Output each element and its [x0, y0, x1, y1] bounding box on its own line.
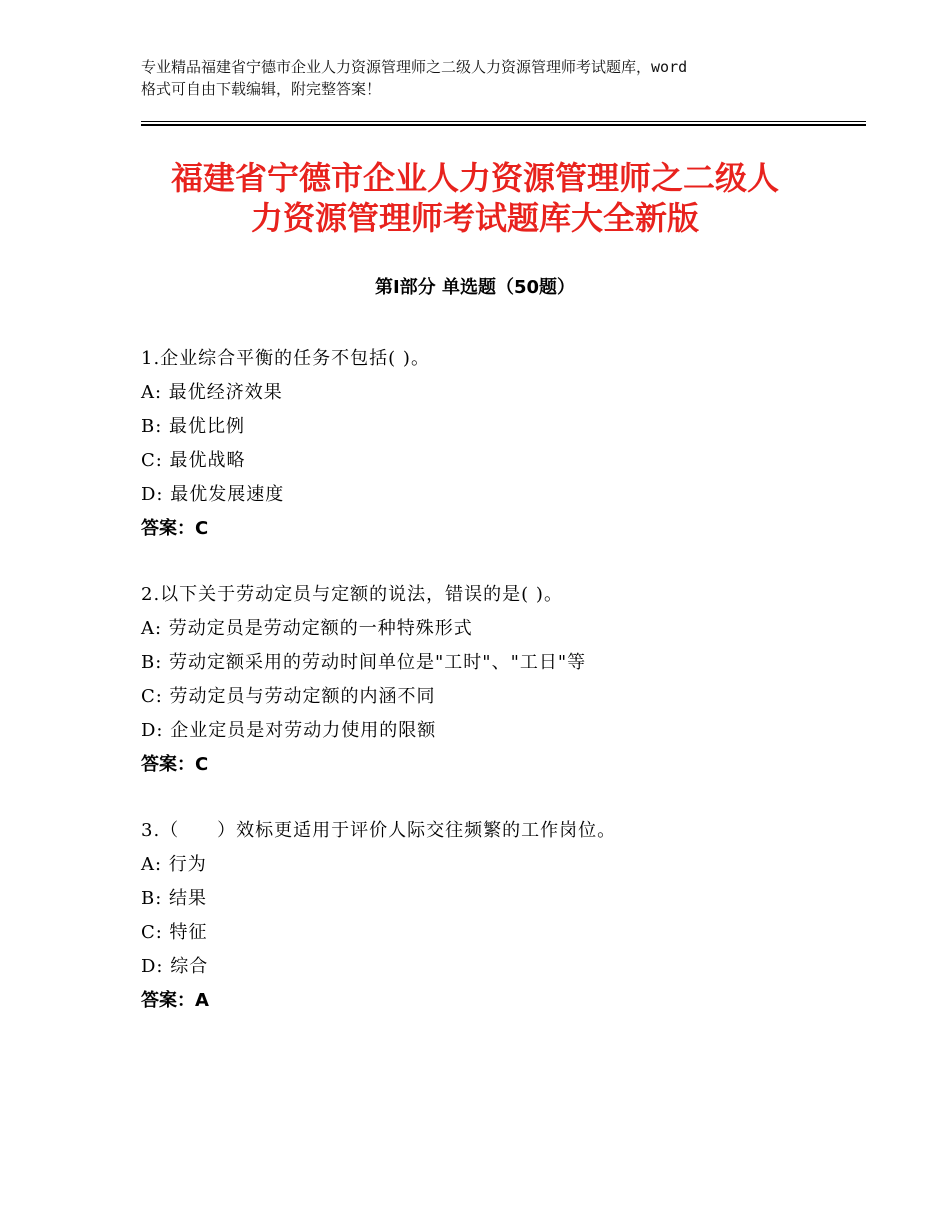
question-3: [141, 814, 861, 1018]
section-title: 第Ⅰ部分 单选题（50题）: [374, 277, 575, 298]
header-note-line-2: 格式可自由下载编辑，附完整答案！: [141, 80, 382, 98]
question-stem: 1.企业综合平衡的任务不包括( )。: [141, 348, 430, 369]
question-list: [141, 342, 861, 1050]
header-note-line-1: 专业精品福建省宁德市企业人力资源管理师之二级人力资源管理师考试题库，word: [141, 58, 688, 76]
option-b: B: 结果: [141, 888, 208, 909]
header-divider-thick: [141, 124, 866, 126]
header-divider-thin: [141, 121, 866, 122]
option-d: D: 最优发展速度: [141, 484, 285, 505]
answer-label: 答案：C: [141, 518, 209, 539]
option-d: D: 综合: [141, 956, 209, 977]
document-title: [120, 158, 830, 238]
option-c: C: 最优战略: [141, 450, 246, 471]
question-2: [141, 578, 861, 782]
question-stem: 2.以下关于劳动定员与定额的说法，错误的是( )。: [141, 584, 563, 605]
option-a: A: 行为: [141, 854, 207, 875]
question-1: [141, 342, 861, 546]
question-stem: 3.（ ）效标更适用于评价人际交往频繁的工作岗位。: [141, 820, 617, 841]
document-title-line-1: 福建省宁德市企业人力资源管理师之二级人: [170, 159, 779, 197]
option-b: B: 劳动定额采用的劳动时间单位是"工时"、"工日"等: [141, 652, 587, 673]
answer-label: 答案：A: [141, 990, 209, 1011]
document-header-note: [141, 56, 831, 100]
answer-label: 答案：C: [141, 754, 209, 775]
option-b: B: 最优比例: [141, 416, 246, 437]
option-c: C: 劳动定员与劳动定额的内涵不同: [141, 686, 436, 707]
option-a: A: 最优经济效果: [141, 382, 283, 403]
document-title-line-2: 力资源管理师考试题库大全新版: [250, 199, 699, 237]
option-a: A: 劳动定员是劳动定额的一种特殊形式: [141, 618, 473, 639]
option-d: D: 企业定员是对劳动力使用的限额: [141, 720, 437, 741]
option-c: C: 特征: [141, 922, 208, 943]
